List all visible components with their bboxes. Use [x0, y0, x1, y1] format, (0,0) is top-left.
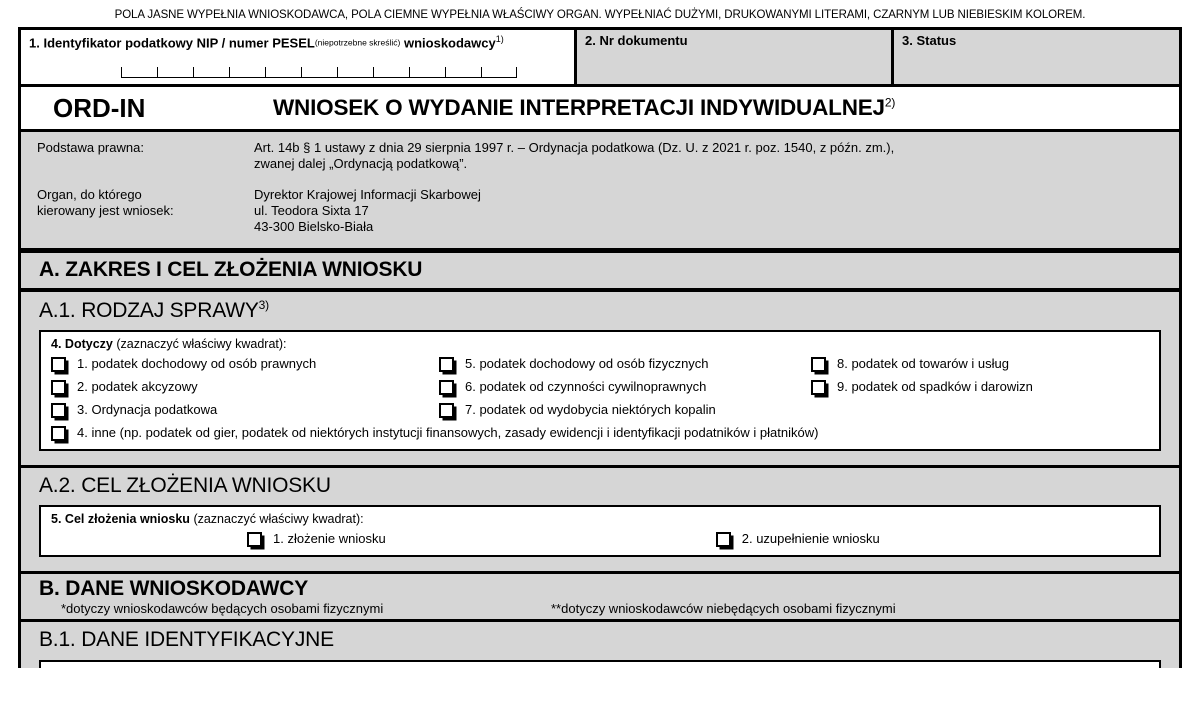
checkbox-icon-purpose-1[interactable]	[247, 532, 262, 547]
nip-digit-cell[interactable]	[301, 67, 337, 78]
nip-digit-cell[interactable]	[445, 67, 481, 78]
checkbox-icon-option-7[interactable]	[439, 403, 454, 418]
option-label-3: 3. Ordynacja podatkowa	[77, 402, 218, 417]
checkbox-icon-purpose-2[interactable]	[716, 532, 731, 547]
option-label-9: 9. podatek od spadków i darowizn	[837, 379, 1033, 394]
field-status-index: 3.	[902, 33, 913, 48]
option-label-8: 8. podatek od towarów i usług	[837, 356, 1009, 371]
nip-digit-cell[interactable]	[121, 67, 157, 78]
field-box-subject-matter	[39, 330, 1161, 451]
checkbox-icon-option-6[interactable]	[439, 380, 454, 395]
field-document-number	[577, 30, 894, 84]
legal-basis-line-2: zwanej dalej „Ordynacją podatkową”.	[254, 156, 468, 172]
legal-basis-row	[29, 140, 1171, 173]
identification-row	[21, 30, 1179, 87]
checkbox-icon-option-5[interactable]	[439, 357, 454, 372]
subsection-a2-body	[21, 505, 1179, 571]
authority-name: Dyrektor Krajowej Informacji Skarbowej	[254, 186, 481, 202]
checkbox-icon-option-1[interactable]	[51, 357, 66, 372]
field-nip-label-tail: wnioskodawcy	[403, 35, 496, 51]
option-row-9[interactable]	[811, 379, 1149, 395]
field-document-number-label	[585, 34, 883, 49]
form-title-text: WNIOSEK O WYDANIE INTERPRETACJI INDYWIDUALNEJ	[273, 95, 885, 120]
tax-type-column-2	[439, 356, 811, 418]
subsection-a2-heading: A.2. CEL ZŁOŻENIA WNIOSKU	[21, 468, 1179, 505]
option-row-5[interactable]	[439, 356, 811, 372]
tax-type-column-1	[51, 356, 439, 418]
section-b-heading: B. DANE WNIOSKODAWCY	[39, 577, 309, 600]
authority-term	[29, 187, 254, 236]
legal-basis-term: Podstawa prawna:	[37, 140, 144, 155]
checkbox-icon-option-9[interactable]	[811, 380, 826, 395]
field-nip-label-note: (niepotrzebne skreślić)	[314, 37, 401, 48]
option-label-1: 1. podatek dochodowy od osób prawnych	[77, 356, 317, 371]
field-box-subject-matter-title	[51, 337, 1149, 351]
option-row-2[interactable]	[51, 379, 439, 395]
purpose-option-label-1: 1. złożenie wniosku	[273, 531, 386, 546]
form-title-superscript: 2)	[884, 95, 896, 110]
subsection-b1-body	[21, 660, 1179, 668]
authority-term-line-2: kierowany jest wniosek:	[37, 202, 174, 218]
field-5-number: 5.	[51, 512, 62, 526]
section-a-heading: A. ZAKRES I CEL ZŁOŻENIA WNIOSKU	[21, 253, 1179, 292]
option-label-6: 6. podatek od czynności cywilnoprawnych	[465, 379, 707, 394]
field-document-number-index: 2.	[585, 33, 596, 48]
form-code: ORD-IN	[53, 92, 146, 123]
section-b-heading-block	[21, 574, 1179, 622]
authority-address	[254, 187, 1171, 236]
purpose-options-spacer	[386, 531, 716, 547]
checkbox-icon-option-8[interactable]	[811, 357, 826, 372]
field-nip-pesel-label	[29, 34, 566, 51]
nip-digit-comb[interactable]	[121, 64, 517, 78]
nip-digit-cell[interactable]	[409, 67, 445, 78]
purpose-option-row-1[interactable]	[247, 531, 386, 547]
option-row-1[interactable]	[51, 356, 439, 372]
nip-digit-cell[interactable]	[193, 67, 229, 78]
nip-digit-cell[interactable]	[337, 67, 373, 78]
option-row-6[interactable]	[439, 379, 811, 395]
authority-street: ul. Teodora Sixta 17	[254, 202, 369, 218]
field-nip-label-main: Identyfikator podatkowy NIP / numer PESEL	[43, 35, 315, 51]
tax-type-column-3	[811, 356, 1149, 418]
field-nip-superscript: 1)	[495, 34, 504, 44]
option-row-3[interactable]	[51, 402, 439, 418]
option-label-7: 7. podatek od wydobycia niektórych kopalin	[465, 402, 716, 417]
checkbox-icon-option-4[interactable]	[51, 426, 66, 441]
field-4-note: (zaznaczyć właściwy kwadrat):	[116, 337, 287, 351]
authority-city: 43-300 Bielsko-Biała	[254, 219, 374, 234]
authority-term-line-1: Organ, do którego	[37, 186, 142, 202]
form-title-row	[21, 87, 1179, 132]
field-document-number-text: Nr dokumentu	[599, 33, 688, 48]
purpose-option-label-2: 2. uzupełnienie wniosku	[741, 531, 880, 546]
field-5-note: (zaznaczyć właściwy kwadrat):	[193, 512, 364, 526]
field-5-title: Cel złożenia wniosku	[64, 512, 190, 526]
authority-row	[29, 187, 1171, 236]
subsection-a1-superscript: 3)	[258, 298, 269, 312]
field-4-number: 4.	[51, 337, 62, 351]
field-status-text: Status	[916, 33, 957, 48]
subsection-b1-heading: B.1. DANE IDENTYFIKACYJNE	[21, 622, 1179, 660]
legal-basis-line-1: Art. 14b § 1 ustawy z dnia 29 sierpnia 1997 r. – Ordynacja podatkowa (Dz. U. z 2021 r. poz. 1540, z późn. zm.),	[254, 140, 895, 155]
field-nip-number: 1.	[29, 35, 40, 51]
nip-digit-cell[interactable]	[265, 67, 301, 78]
section-b-footnote-2: **dotyczy wnioskodawców niebędących osobami fizycznymi	[551, 601, 896, 617]
form-frame	[18, 27, 1182, 668]
form-title	[273, 95, 895, 121]
purpose-option-row-2[interactable]	[716, 531, 880, 547]
subsection-a1-body	[21, 330, 1179, 465]
legal-basis-description	[254, 140, 1171, 173]
tax-type-options-grid	[51, 356, 1149, 418]
checkbox-icon-option-3[interactable]	[51, 403, 66, 418]
field-4-title: Dotyczy	[64, 337, 113, 351]
field-nip-pesel[interactable]	[21, 30, 577, 84]
nip-digit-cell[interactable]	[157, 67, 193, 78]
option-row-4[interactable]	[51, 425, 1149, 441]
option-label-2: 2. podatek akcyzowy	[77, 379, 198, 394]
legal-block-spacer	[29, 173, 1171, 187]
nip-digit-cell[interactable]	[373, 67, 409, 78]
option-label-4: 4. inne (np. podatek od gier, podatek od niektórych instytucji finansowych, zasady ewidencji i identyfikacji podatników i płatników)	[77, 425, 819, 440]
option-label-5: 5. podatek dochodowy od osób fizycznych	[465, 356, 709, 371]
field-box-b1-identification-data	[39, 660, 1161, 668]
field-status	[894, 30, 1179, 84]
subsection-a1-heading-text: A.1. RODZAJ SPRAWY	[39, 299, 259, 322]
instruction-banner: POLA JASNE WYPEŁNIA WNIOSKODAWCA, POLA CIEMNE WYPEŁNIA WŁAŚCIWY ORGAN. WYPEŁNIAĆ DUŻYMI, DRUKOWANYMI LITERAMI, CZARNYM LUB NIEBIESKIM KOLOREM.	[114, 9, 1086, 21]
field-box-purpose-title	[51, 512, 1149, 526]
nip-digit-cell[interactable]	[229, 67, 265, 78]
subsection-a1-heading	[21, 292, 1179, 330]
section-b-footnote-1: *dotyczy wnioskodawców będących osobami fizycznymi	[61, 601, 384, 617]
purpose-options-row	[51, 531, 1149, 547]
option-row-8[interactable]	[811, 356, 1149, 372]
field-status-label	[902, 34, 1171, 49]
section-b-footnotes	[39, 601, 1179, 616]
option-row-7[interactable]	[439, 402, 811, 418]
field-box-purpose	[39, 505, 1161, 557]
nip-digit-cell[interactable]	[481, 67, 517, 78]
checkbox-icon-option-2[interactable]	[51, 380, 66, 395]
legal-basis-block	[21, 132, 1179, 253]
